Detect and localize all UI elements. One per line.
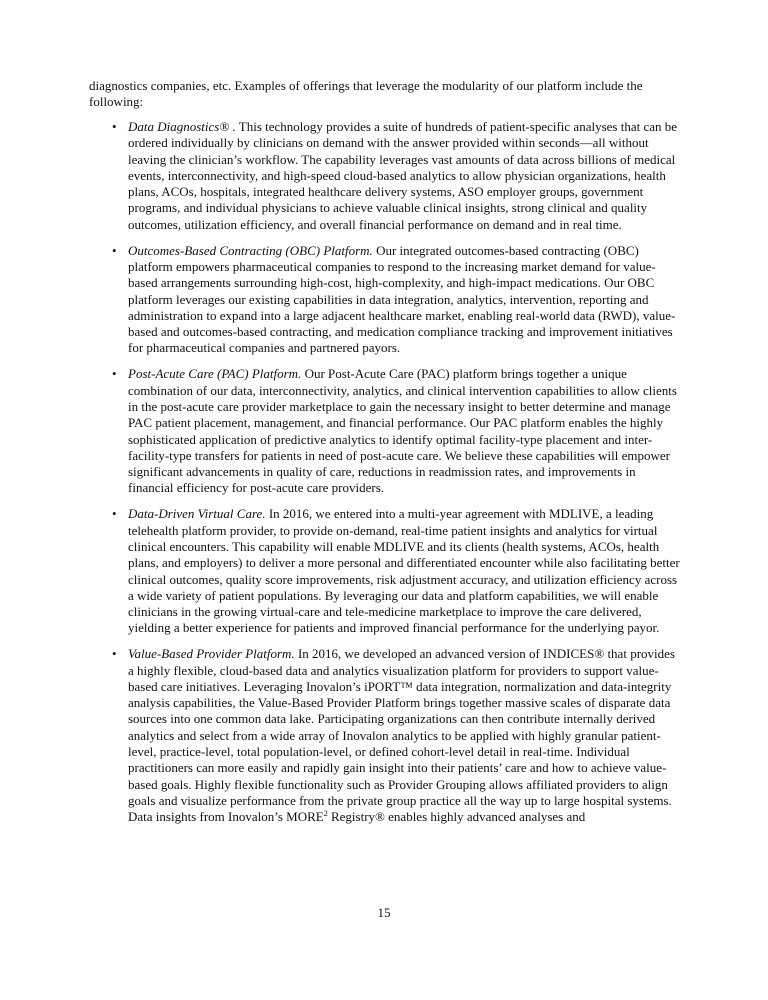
bullet-title: Post-Acute Care (PAC) Platform. <box>128 366 302 382</box>
bullet-marker: • <box>112 506 117 522</box>
bullet-body: This technology provides a suite of hundreds of patient-specific analyses that can be ordered individually by clinicians on demand with the answer provided within seconds—all without leaving the clinician’s workflow. The capability leverages vast amounts of data across billions of medical events, interconnectivity, and high-speed cloud-based analytics to allow physician organizations, health plans, ACOs, hospitals, integrated healthcare delivery systems, ASO employer groups, government programs, and individual physicians to achieve valuable clinical insights, strong clinical and quality outcomes, utilization efficiency, and overall financial performance on demand and in real time. <box>128 119 678 232</box>
bullet-body-continued: Registry® enables highly advanced analyses and <box>327 809 586 825</box>
page-number: 15 <box>377 905 391 920</box>
list-item <box>112 119 682 233</box>
bullet-body: In 2016, we entered into a multi-year agreement with MDLIVE, a leading telehealth platform provider, to provide on-demand, real-time patient insights and analytics for virtual clinical encounters. This capability will enable MDLIVE and its clients (health systems, ACOs, health plans, and employers) to deliver a more personal and differentiated encounter while also facilitating better clinical outcomes, quality score improvements, risk adjustment accuracy, and utilization efficiency across a wide variety of patient populations. By leveraging our data and platform capabilities, we will enable clinicians in the growing virtual-care and tele-medicine marketplace to improve the care delivered, yielding a better experience for patients and improved financial performance for the underlying payor. <box>128 506 680 636</box>
bullet-title: Data-Driven Virtual Care. <box>128 506 266 522</box>
bullet-body: Our integrated outcomes-based contracting (OBC) platform empowers pharmaceutical companies to respond to the increasing market demand for value-based arrangements surrounding high-cost, high-complexity, and high-impact medications. Our OBC platform leverages our existing capabilities in data integration, analytics, intervention, reporting and administration to expand into a large adjacent healthcare market, enabling real-world data (RWD), value-based and outcomes-based contracting, and medication compliance tracking and improvement initiatives for pharmaceutical companies and partnered payors. <box>128 242 676 356</box>
bullet-marker: • <box>112 646 117 662</box>
superscript: 2 <box>323 809 328 819</box>
bullet-title: Value-Based Provider Platform. <box>128 646 295 662</box>
bullet-marker: • <box>112 242 117 258</box>
bullet-marker: • <box>112 366 117 382</box>
bullet-body: In 2016, we developed an advanced version of INDICES® that provides a highly flexible, cloud-based data and analytics visualization platform for providers to support value-based care initiatives. Leveraging Inovalon’s iPORT™ data integration, normalization and data-integrity analysis capabilities, the Value-Based Provider Platform brings together massive scales of disparate data sources into one common data lake. Participating organizations can then contribute internally derived analytics and select from a wide array of Inovalon analytics to be applied with highly granular patient-level, practice-level, total population-level, or defined cohort-level detail in real-time. Individual practitioners can more easily and rapidly gain insight into their patients’ care and how to achieve value-based goals. Highly flexible functionality such as Provider Grouping allows affiliated providers to align goals and visualize performance from the private group practice all the way up to large hospital systems. Data insights from Inovalon’s MORE <box>128 646 675 825</box>
list-item <box>112 506 682 636</box>
bullet-title: Data Diagnostics® . <box>128 119 236 134</box>
list-item <box>112 646 682 825</box>
list-item <box>112 366 682 496</box>
offerings-list <box>112 119 682 835</box>
intro-paragraph: diagnostics companies, etc. Examples of offerings that leverage the modularity of our platform include the following: <box>89 78 643 110</box>
bullet-title: Outcomes-Based Contracting (OBC) Platform. <box>128 242 373 258</box>
bullet-body: Our Post-Acute Care (PAC) platform brings together a unique combination of our data, interconnectivity, analytics, and clinical intervention capabilities to allow clients in the post-acute care provider marketplace to gain the necessary insight to better determine and manage PAC patient placement, management, and financial performance. Our PAC platform enables the highly sophisticated application of predictive analytics to identify optimal facility-type placement and inter-facility-type transfers for patients in need of post-acute care. We believe these capabilities will empower significant advancements in quality of care, reductions in readmission rates, and improvements in financial efficiency for post-acute care providers. <box>128 366 677 496</box>
list-item <box>112 243 682 357</box>
bullet-marker: • <box>112 119 117 134</box>
